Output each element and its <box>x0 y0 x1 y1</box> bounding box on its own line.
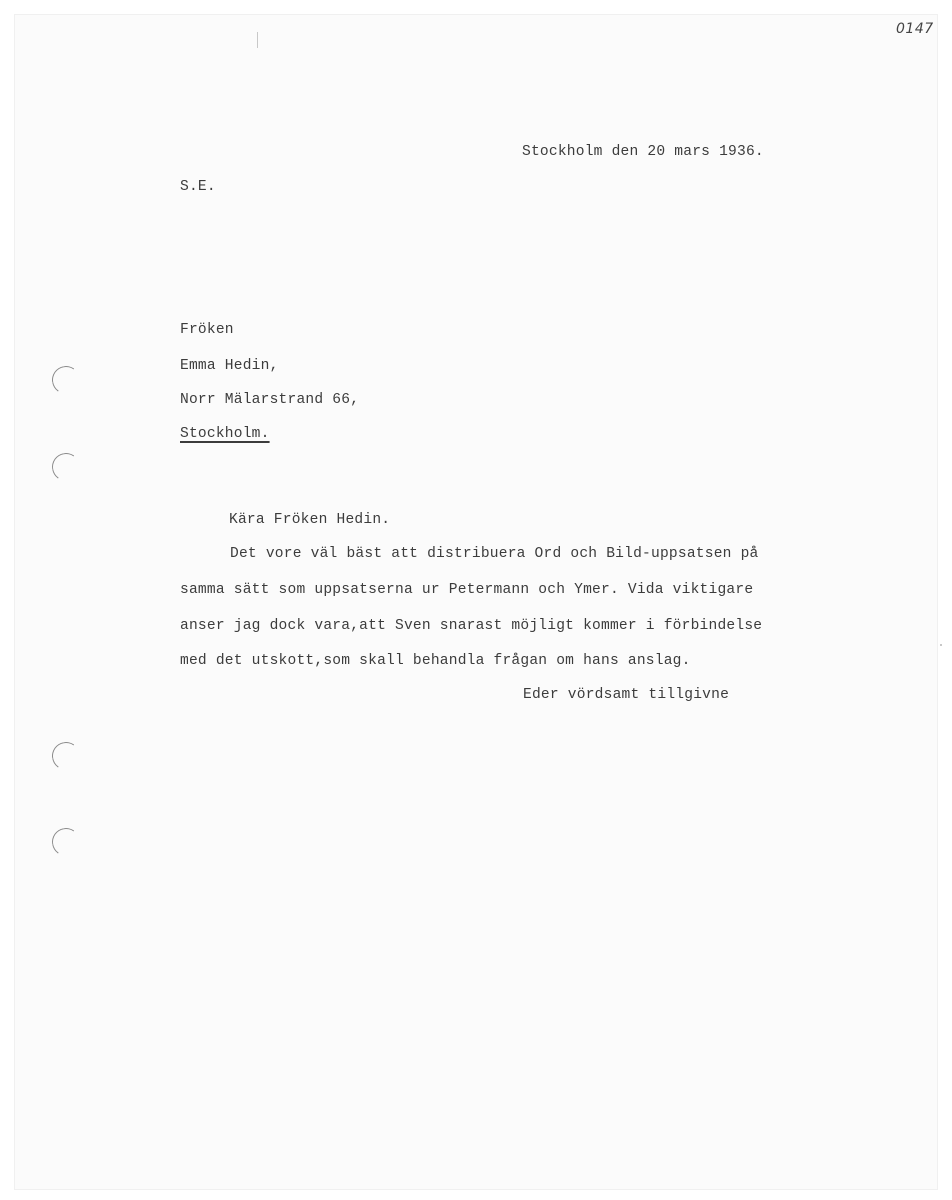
body-line: anser jag dock vara,att Sven snarast möjligt kommer i förbindelse <box>180 618 763 634</box>
address-line-street: Norr Mälarstrand 66, <box>180 392 360 408</box>
body-line: med det utskott,som skall behandla frågan om hans anslag. <box>180 653 691 669</box>
address-line-title: Fröken <box>180 322 234 338</box>
body-line: Det vore väl bäst att distribuera Ord och Bild-uppsatsen på <box>230 546 759 562</box>
paper-speck <box>257 32 258 48</box>
salutation: Kära Fröken Hedin. <box>229 512 391 528</box>
paper-sheet <box>14 14 938 1190</box>
address-line-name: Emma Hedin, <box>180 358 279 374</box>
dateline: Stockholm den 20 mars 1936. <box>522 144 764 160</box>
archive-page-number: 0147 <box>896 21 934 37</box>
body-line: samma sätt som uppsatserna ur Petermann och Ymer. Vida viktigare <box>180 582 754 598</box>
paper-speck <box>940 644 942 646</box>
closing: Eder vördsamt tillgivne <box>523 687 730 703</box>
address-line-city: Stockholm. <box>180 426 270 442</box>
reference-initials: S.E. <box>180 179 216 195</box>
